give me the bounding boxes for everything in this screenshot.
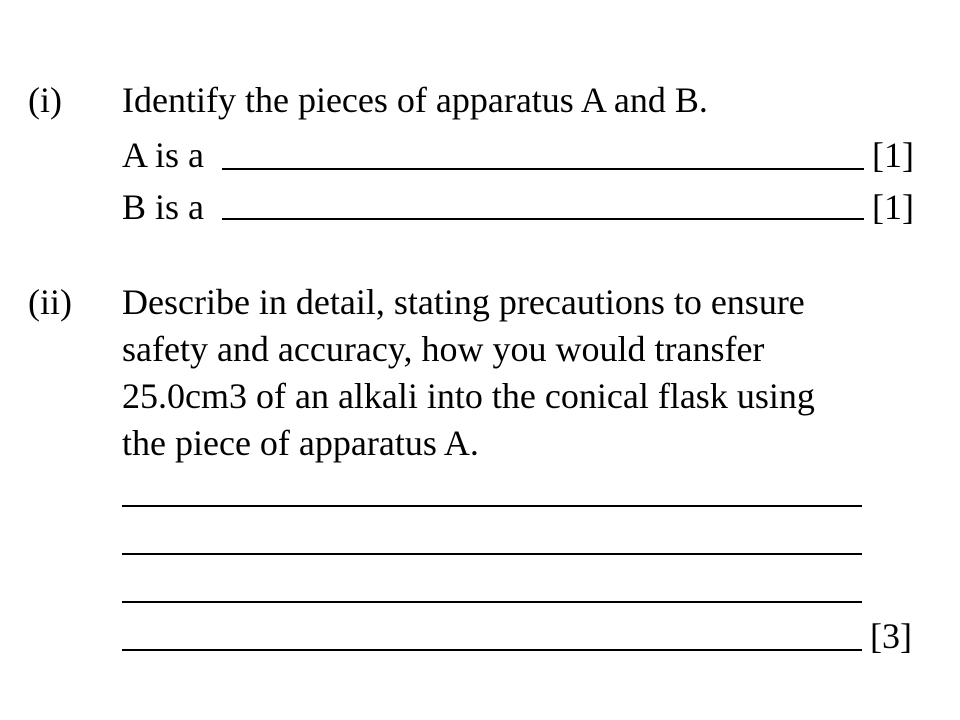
- part-ii-answer-line-2[interactable]: [122, 553, 862, 555]
- part-ii-question-line-2: safety and accuracy, how you would transfer: [122, 329, 765, 369]
- part-ii-question-line-4: the piece of apparatus A.: [122, 423, 479, 463]
- part-ii-answer-marks: [3]: [870, 616, 912, 656]
- part-ii-marker: (ii): [28, 282, 72, 322]
- part-i-marker: (i): [28, 80, 62, 120]
- part-ii-question-line-3: 25.0cm3 of an alkali into the conical flask using: [122, 376, 815, 416]
- part-ii-answer-line-4[interactable]: [122, 649, 862, 651]
- part-ii-question-line-1: Describe in detail, stating precautions to ensure: [122, 282, 805, 322]
- part-i-question: Identify the pieces of apparatus A and B.: [122, 80, 708, 120]
- answer-b-marks: [1]: [872, 187, 914, 227]
- part-ii-answer-line-1[interactable]: [122, 505, 862, 507]
- part-ii-answer-line-3[interactable]: [122, 601, 862, 603]
- answer-a-blank-line[interactable]: [222, 168, 864, 170]
- answer-b-blank-line[interactable]: [222, 218, 864, 220]
- answer-a-prefix: A is a: [122, 135, 205, 175]
- answer-a-marks: [1]: [872, 135, 914, 175]
- answer-b-prefix: B is a: [122, 187, 205, 227]
